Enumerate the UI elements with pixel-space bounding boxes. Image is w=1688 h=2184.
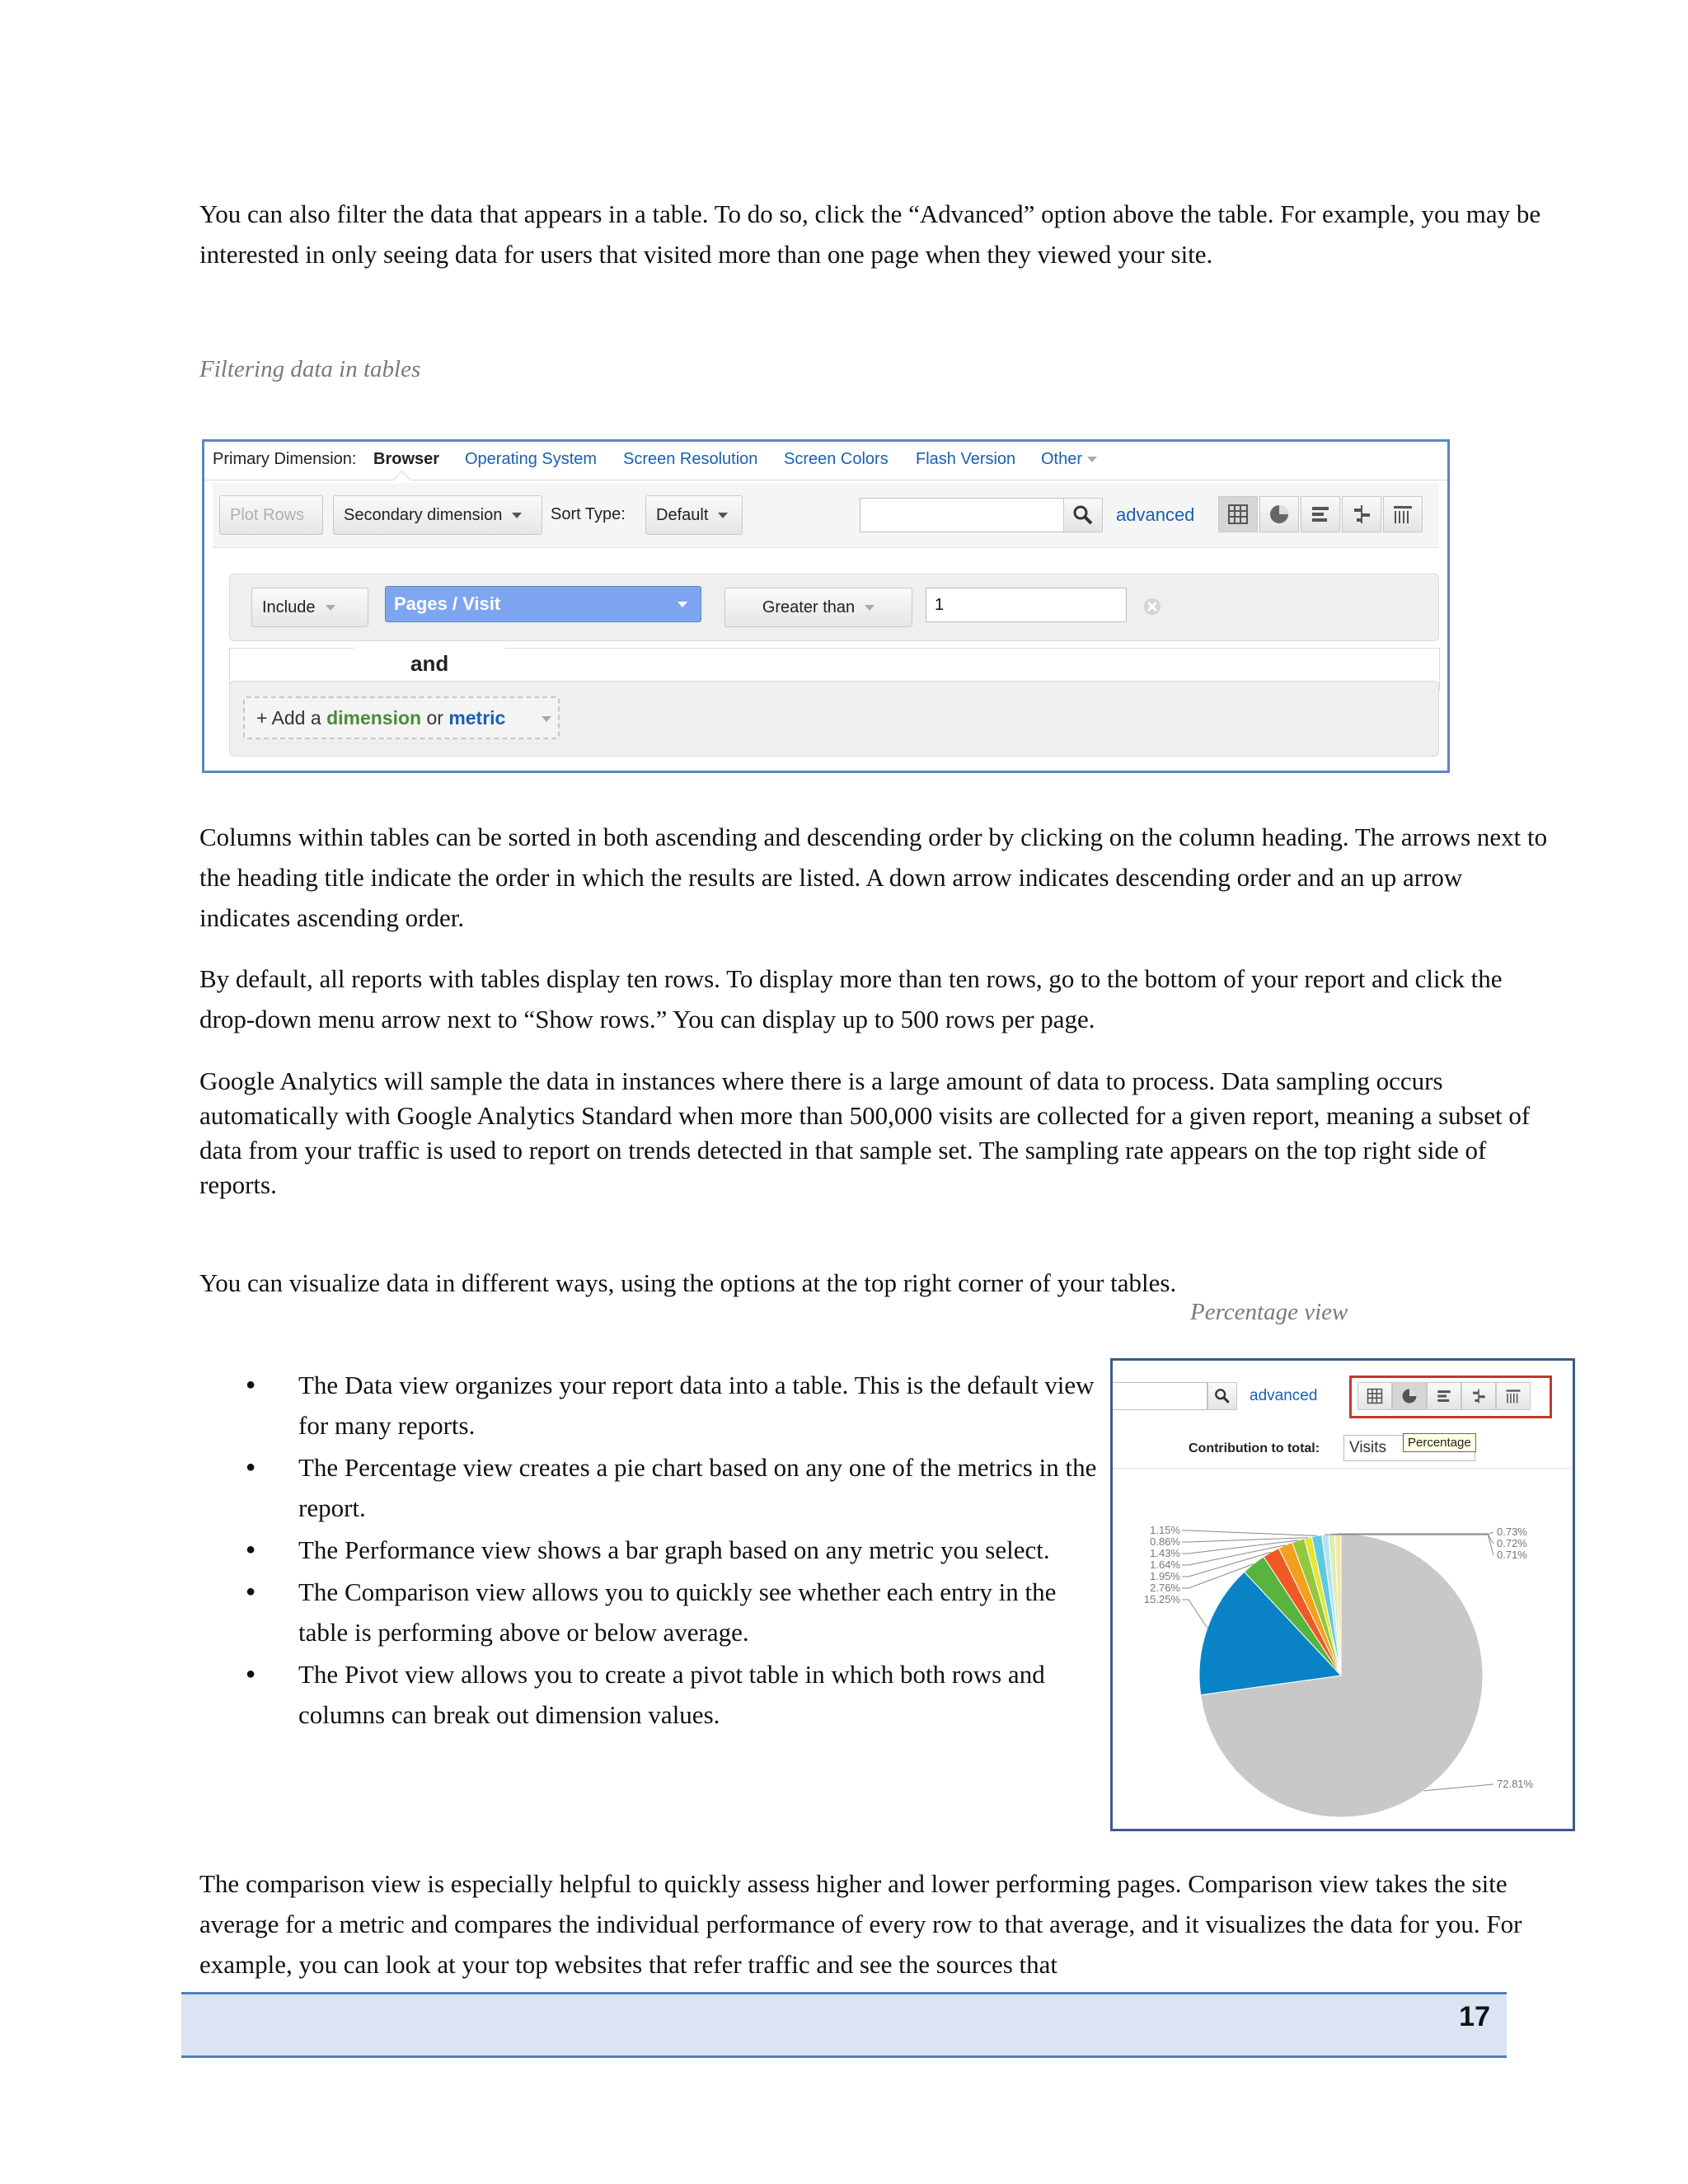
advanced-filter-link[interactable]: advanced: [1116, 504, 1195, 525]
add-prefix-label: + Add a: [256, 707, 327, 729]
include-label: Include: [262, 598, 316, 616]
contribution-metric-select[interactable]: Visits: [1343, 1435, 1475, 1461]
list-item-performance-view: ● The Performance view shows a bar graph based on any metric you select.: [199, 1530, 1098, 1570]
contribution-label: Contribution to total:: [1189, 1441, 1320, 1455]
chevron-down-icon: [326, 605, 335, 611]
chevron-down-icon: [865, 605, 874, 611]
list-item-comparison-view: ● The Comparison view allows you to quickly see whether each entry in the table is performing above or below average.: [199, 1572, 1098, 1652]
intro-paragraph: You can also filter the data that appears in a table. To do so, click the “Advanced” option above the table. For example, you may be interested in only seeing data for users that visited more than one page when they viewed your site.: [199, 199, 1541, 269]
sort-type-label: Sort Type:: [551, 505, 626, 523]
pie-data-label: 1.95%: [1150, 1570, 1180, 1582]
metric-select-value: Pages / Visit: [394, 593, 501, 614]
pie-data-label: 72.81%: [1497, 1778, 1534, 1790]
percentage-view-screenshot: [1110, 1358, 1575, 1831]
search-button[interactable]: [1063, 498, 1103, 532]
add-dimension-label: dimension: [326, 707, 422, 729]
sampling-paragraph: Google Analytics will sample the data in instances where there is a large amount of data to process. Data sampling occurs automatically with Google Analytics Standard when more than 500,000 visits are collected for a given report, meaning a subset of data from your traffic is used to report on trends detected in that sample set. The sampling rate appears on the top right side of reports.: [199, 1066, 1531, 1199]
chevron-down-icon: [542, 716, 551, 722]
add-metric-label: metric: [448, 707, 506, 729]
dimension-other-label: Other: [1041, 450, 1083, 468]
bar-graph-icon: [1310, 504, 1331, 525]
percentage-view-button[interactable]: [1259, 496, 1299, 532]
dimension-link-operating-system[interactable]: Operating System: [465, 450, 598, 468]
page-number: 17: [1459, 2001, 1490, 2032]
pie-leader-line: [1182, 1530, 1317, 1536]
pie-data-label: 15.25%: [1143, 1593, 1180, 1605]
secondary-dimension-dropdown[interactable]: [333, 495, 542, 535]
figure-caption-percentage: Percentage view: [1190, 1299, 1348, 1325]
remove-condition-icon[interactable]: [1142, 597, 1162, 616]
comparison-icon: [1351, 504, 1372, 525]
pie-data-label: 0.86%: [1150, 1535, 1180, 1548]
list-item-data-view: ● The Data view organizes your report data into a table. This is the default view for many reports.: [199, 1365, 1098, 1446]
plot-rows-button[interactable]: Plot Rows: [219, 495, 323, 535]
table-toolbar: [213, 483, 1439, 548]
pie-chart-icon: [1268, 504, 1290, 525]
pivot-table-icon: [1392, 504, 1414, 525]
add-dimension-or-metric-button[interactable]: [243, 696, 560, 739]
rows-paragraph: By default, all reports with tables display ten rows. To display more than ten rows, go to the bottom of your report and click the drop-down menu arrow next to “Show rows.” You can display up to 500 rows per page.: [199, 964, 1503, 1033]
pie-leader-line: [1182, 1600, 1207, 1629]
advanced-filter-link[interactable]: advanced: [1250, 1387, 1318, 1404]
metric-select-dropdown[interactable]: [385, 586, 701, 622]
visualize-paragraph: You can visualize data in different ways, using the options at the top right corner of your tables.: [199, 1268, 1177, 1297]
performance-view-button[interactable]: [1301, 496, 1340, 532]
data-view-button[interactable]: [1218, 496, 1258, 532]
percentage-tooltip: Percentage: [1403, 1433, 1476, 1452]
dimension-link-flash-version[interactable]: Flash Version: [916, 450, 1016, 468]
view-options-list: [199, 1365, 1098, 1736]
pie-data-label: 2.76%: [1150, 1582, 1180, 1594]
chevron-down-icon: [512, 513, 522, 518]
pivot-view-button[interactable]: [1383, 496, 1423, 532]
condition-dropdown[interactable]: [724, 588, 912, 627]
add-condition-row: [229, 681, 1439, 757]
table-search-input[interactable]: [860, 498, 1064, 532]
pie-data-label: 1.15%: [1150, 1524, 1180, 1536]
sorting-paragraph: Columns within tables can be sorted in both ascending and descending order by clicking on the column heading. The arrows next to the heading title indicate the order in which the results are listed. A down arrow indicates descending order and an up arrow indicates ascending order.: [199, 823, 1548, 932]
chevron-down-icon: [718, 513, 728, 518]
dimension-link-other[interactable]: [1041, 450, 1097, 469]
pie-data-label: 1.64%: [1150, 1558, 1180, 1571]
comparison-paragraph: The comparison view is especially helpful to quickly assess higher and lower performing pages. Comparison view takes the site average for a metric and compares the individual performance of every row to that average, and it visualizes the data for you. For example, you can look at your top websites that refer traffic and see the sources that: [199, 1869, 1522, 1979]
percentage-pie-chart: [1113, 1361, 1573, 1829]
search-icon: [1072, 504, 1094, 526]
pie-leader-line: [1423, 1784, 1493, 1791]
comparison-view-button[interactable]: [1342, 496, 1381, 532]
include-dropdown[interactable]: [251, 588, 368, 627]
table-grid-icon: [1227, 504, 1249, 525]
filter-condition-row: [229, 574, 1439, 641]
page-footer: [181, 1992, 1507, 2058]
primary-dimension-bar: [204, 442, 1447, 480]
pie-data-label: 0.71%: [1497, 1549, 1527, 1561]
add-or-label: or: [421, 707, 449, 729]
pie-data-label: 0.72%: [1497, 1537, 1527, 1549]
secondary-dimension-label: Secondary dimension: [344, 506, 503, 524]
dimension-link-screen-colors[interactable]: Screen Colors: [784, 450, 889, 468]
chevron-down-icon: [1087, 457, 1097, 462]
filter-value-input[interactable]: 1: [926, 588, 1127, 622]
pie-data-label: 1.43%: [1150, 1547, 1180, 1559]
figure-caption-filtering: Filtering data in tables: [199, 356, 421, 382]
primary-dimension-current[interactable]: Browser: [373, 450, 440, 468]
sort-type-dropdown[interactable]: [645, 495, 743, 535]
chevron-down-icon: [678, 602, 687, 607]
pie-data-label: 0.73%: [1497, 1526, 1527, 1538]
condition-label: Greater than: [762, 598, 856, 616]
dimension-link-screen-resolution[interactable]: Screen Resolution: [623, 450, 758, 468]
list-item-pivot-view: ● The Pivot view allows you to create a pivot table in which both rows and columns can break out dimension values.: [199, 1654, 1098, 1735]
and-label: and: [410, 651, 449, 676]
sort-type-value: Default: [656, 506, 709, 524]
filter-screenshot: [202, 439, 1450, 773]
list-item-percentage-view: ● The Percentage view creates a pie chart based on any one of the metrics in the report.: [199, 1447, 1098, 1528]
primary-dimension-label: Primary Dimension:: [213, 450, 357, 468]
